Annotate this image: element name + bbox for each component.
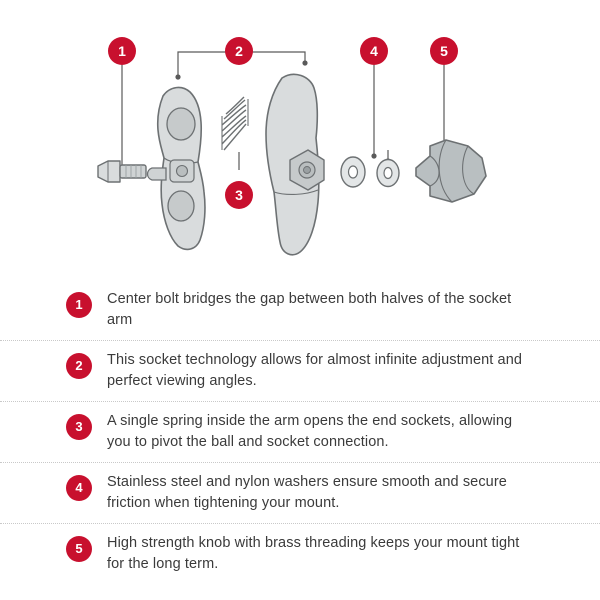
part-socket-arm-left — [148, 87, 205, 249]
exploded-view-diagram — [0, 0, 600, 278]
part-socket-arm-right — [266, 74, 324, 254]
callout-badge-5: 5 — [430, 37, 458, 65]
legend-item-4 — [0, 463, 600, 524]
part-spring — [222, 97, 248, 150]
part-nylon-washer — [377, 160, 399, 187]
legend-list — [0, 280, 600, 584]
leader-dot-washer-a — [371, 153, 376, 158]
legend-item-5 — [0, 524, 600, 584]
legend-item-3 — [0, 402, 600, 463]
diagram-svg — [0, 0, 600, 278]
legend-number-2: 2 — [66, 353, 92, 379]
legend-item-1 — [0, 280, 600, 341]
callout-badge-2: 2 — [225, 37, 253, 65]
callout-badge-3: 3 — [225, 181, 253, 209]
callout-badge-1: 1 — [108, 37, 136, 65]
callout-badge-4: 4 — [360, 37, 388, 65]
legend-text-3: A single spring inside the arm opens the end sockets, allowing you to pivot the ball and socket connection. — [107, 413, 513, 450]
legend-text-5: High strength knob with brass threading keeps your mount tight for the long term. — [107, 535, 520, 572]
legend-number-5: 5 — [66, 536, 92, 562]
legend-text-1: Center bolt bridges the gap between both halves of the socket arm — [107, 291, 512, 328]
legend-number-4: 4 — [66, 475, 92, 501]
legend-text-2: This socket technology allows for almost infinite adjustment and perfect viewing angles. — [107, 352, 523, 389]
part-knob — [416, 140, 486, 202]
leader-dot-arm-right — [302, 60, 307, 65]
legend-text-4: Stainless steel and nylon washers ensure smooth and secure friction when tightening your mount. — [107, 474, 507, 511]
legend-item-2 — [0, 341, 600, 402]
part-stainless-washer — [341, 157, 365, 187]
legend-number-3: 3 — [66, 414, 92, 440]
leader-dot-arm-left — [175, 74, 180, 79]
legend-number-1: 1 — [66, 292, 92, 318]
